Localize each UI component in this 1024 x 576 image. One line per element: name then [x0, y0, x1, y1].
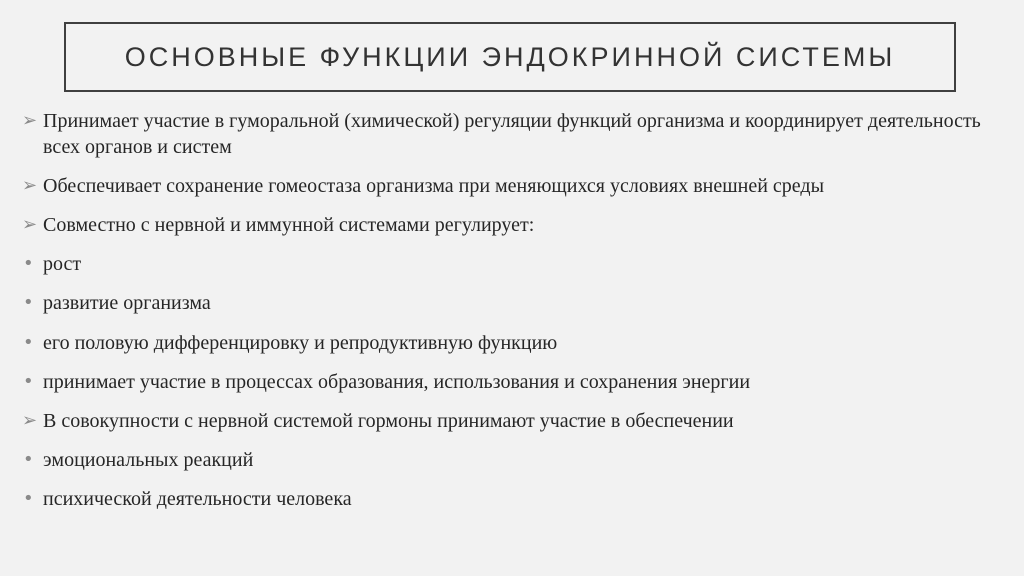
- list-item: [22, 290, 1012, 316]
- arrow-bullet-icon: ➢: [22, 175, 38, 196]
- list-item-text: В совокупности с нервной системой гормоны принимают участие в обеспечении: [43, 410, 734, 433]
- dot-bullet-icon: •: [23, 253, 34, 274]
- list-item-text: Обеспечивает сохранение гомеостаза организма при меняющихся условиях внешней среды: [43, 175, 825, 197]
- arrow-bullet-icon: ➢: [22, 214, 38, 235]
- list-item: [22, 173, 1012, 199]
- list-item: [22, 408, 1012, 434]
- list-item: [22, 447, 1012, 473]
- arrow-bullet-icon: ➢: [22, 110, 38, 131]
- list-item: [22, 251, 1012, 277]
- arrow-bullet-icon: ➢: [22, 410, 38, 432]
- list-item-text: психической деятельности человека: [43, 488, 352, 511]
- list-item-text: Принимает участие в гуморальной (химической) регуляции функций организма и координирует деятельность всех органов и систем: [43, 110, 981, 158]
- list-item-text: принимает участие в процессах образования, использования и сохранения энергии: [43, 370, 751, 393]
- slide-title: ОСНОВНЫЕ ФУНКЦИИ ЭНДОКРИННОЙ СИСТЕМЫ: [124, 41, 896, 72]
- list-item-text: развитие организма: [43, 292, 211, 315]
- title-frame: [64, 22, 956, 92]
- list-item: [22, 108, 1012, 160]
- dot-bullet-icon: •: [23, 370, 34, 392]
- list-item-text: эмоциональных реакций: [43, 449, 254, 472]
- list-item-text: рост: [43, 253, 82, 275]
- list-item: [22, 212, 1012, 238]
- list-item: [22, 369, 1012, 395]
- list-item: [22, 486, 1012, 512]
- dot-bullet-icon: •: [23, 488, 34, 510]
- list-item-text: его половую дифференцировку и репродуктивную функцию: [43, 331, 558, 354]
- bullet-list: [22, 108, 1012, 526]
- dot-bullet-icon: •: [23, 292, 34, 314]
- list-item: [22, 330, 1012, 356]
- list-item-text: Совместно с нервной и иммунной системами регулирует:: [43, 214, 535, 236]
- dot-bullet-icon: •: [23, 449, 34, 471]
- dot-bullet-icon: •: [23, 331, 34, 353]
